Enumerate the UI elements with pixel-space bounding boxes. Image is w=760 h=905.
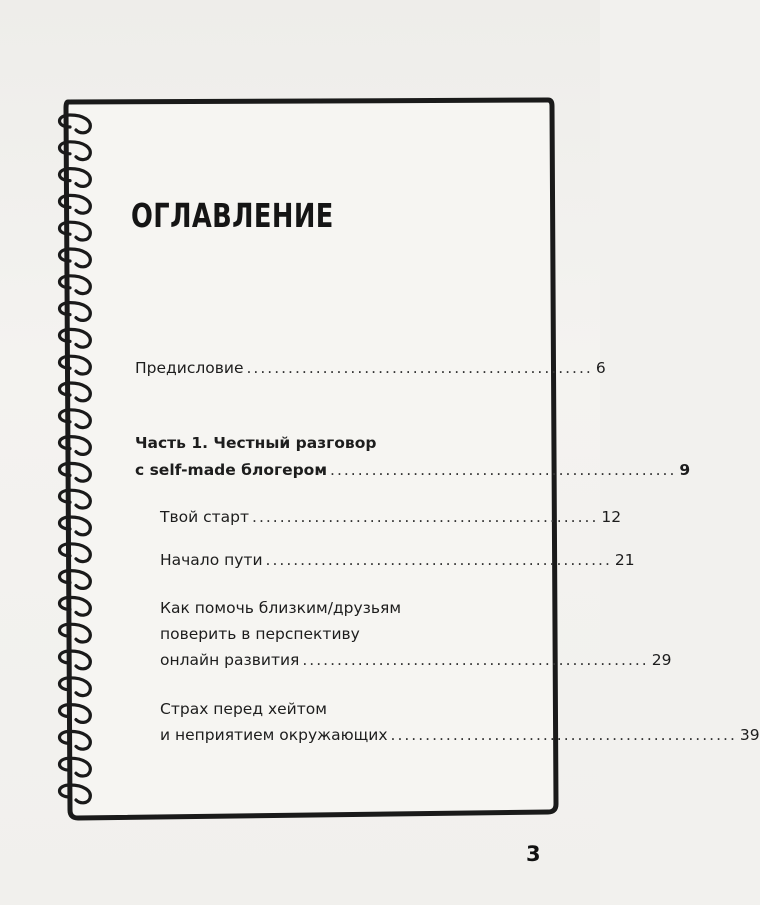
toc-entry-your-start — [160, 505, 622, 529]
toc-entry-page: 9 — [679, 461, 691, 479]
toc-entry-page: 29 — [651, 651, 672, 669]
toc-entry-help-line1: Как помочь близким/друзьям — [160, 599, 402, 617]
toc-entry-part1 — [135, 458, 691, 482]
toc-leader-dots: .................................................. — [330, 461, 677, 479]
toc-entry-page: 6 — [595, 359, 606, 377]
toc-entry-fear — [160, 723, 760, 747]
toc-leader-dots: .................................................. — [390, 726, 737, 744]
toc-leader-dots: .................................................. — [302, 651, 649, 669]
toc-entry-label: онлайн развития — [160, 651, 300, 669]
toc-entry-part1-line1: Часть 1. Честный разговор — [135, 434, 377, 452]
toc-entry-page: 12 — [601, 508, 622, 526]
toc-entry-fear-line1: Страх перед хейтом — [160, 700, 327, 718]
toc-entry-beginning — [160, 548, 635, 572]
toc-entry-help — [160, 648, 672, 672]
toc-entry-page: 21 — [614, 551, 635, 569]
page-number: 3 — [526, 842, 541, 866]
toc-leader-dots: .................................................. — [265, 551, 612, 569]
toc-leader-dots: .................................................. — [252, 508, 599, 526]
toc-entry-label: и неприятием окружающих — [160, 726, 388, 744]
toc-entry-page: 39 — [739, 726, 760, 744]
toc-entry-label: Начало пути — [160, 551, 263, 569]
toc-entry-label: Твой старт — [160, 508, 250, 526]
toc-leader-dots: .................................................. — [246, 359, 593, 377]
toc-entry-preface — [135, 356, 606, 380]
page-title: ОГЛАВЛЕНИЕ — [131, 196, 334, 235]
toc-entry-label: Предисловие — [135, 359, 244, 377]
toc-entry-label: с self-made блогером — [135, 461, 328, 479]
toc-entry-help-line2: поверить в перспективу — [160, 625, 360, 643]
